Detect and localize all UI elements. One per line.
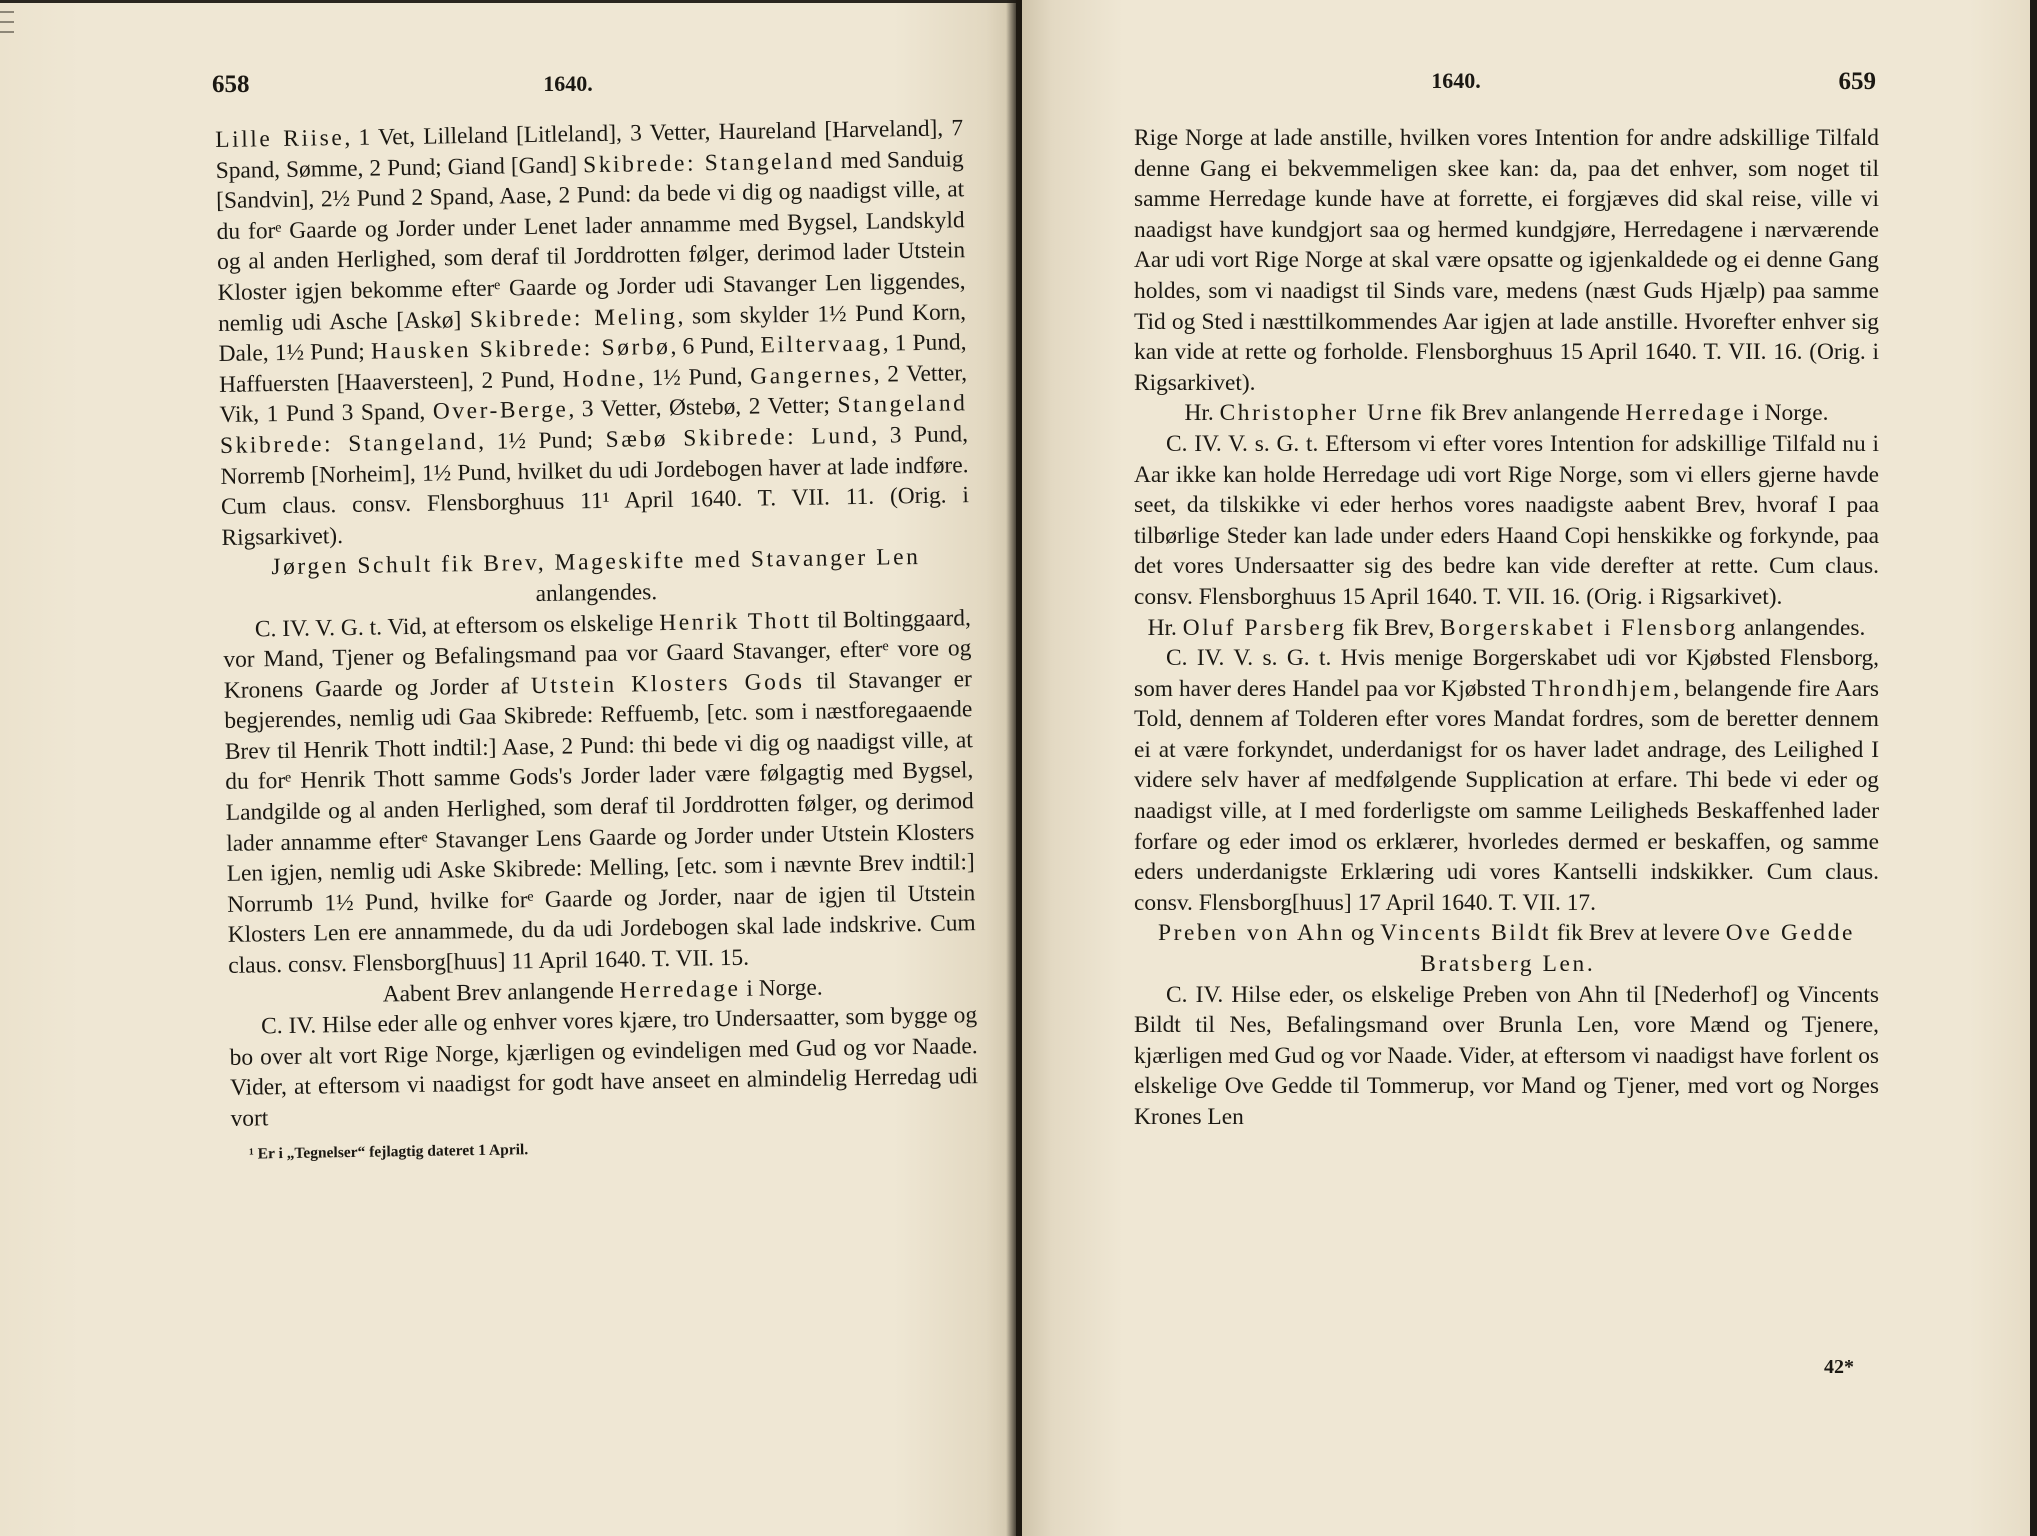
text-run: med Sanduig [Sandvin], 2½ Pund 2 Spand, Aase, 2 Pund: da bede vi dig og naadigst ville, at du forᵉ Gaarde og Jorder under Lenet lader annamme med Bygsel, Landskyld og al anden Herlighed, som deraf til Jorddrotten følger, derimod lader Utstein Kloster igjen bekomme efterᵉ Gaarde og Jorder udi Stavanger Len liggendes, nemlig udi Asche [Askø] — [215, 145, 966, 337]
spaced-name: Herredage — [619, 975, 741, 1004]
spaced-name: Herredage — [1625, 400, 1747, 427]
text-run: anlangendes. — [535, 579, 658, 607]
paragraph — [215, 113, 970, 553]
spaced-name: Throndhjem — [1531, 675, 1674, 702]
spaced-name: Sæbø Skibrede: Lund — [605, 422, 872, 453]
paragraph — [1134, 643, 1879, 918]
entry-heading — [1134, 918, 1879, 979]
text-run: til Boltinggaard, vor Mand, Tjener og Befalingsmand paa vor Gaard Stavanger, efterᵉ vore og Kronens Gaarde og Jorder af — [223, 604, 972, 704]
spaced-name: Gangernes — [750, 361, 874, 390]
text-run: i Norge. — [1746, 400, 1829, 427]
entry-heading — [1134, 613, 1879, 644]
paragraph — [1134, 429, 1879, 613]
signature-mark: 42* — [1824, 1356, 1854, 1378]
spaced-name: Christopher Urne — [1219, 400, 1425, 427]
page-edge-marks — [0, 3, 14, 43]
spaced-name: Oluf Parsberg — [1182, 614, 1347, 641]
text-run: , 2 Vetter, Vik, 1 Pund 3 Spand, — [219, 359, 968, 429]
entry-heading — [1134, 398, 1879, 429]
spaced-name: Jørgen Schult fik Brev, Mageskifte med Stavanger Len — [271, 544, 921, 581]
text-run: C. IV. V. s. G. t. Hvis menige Borgerskabet udi vor Kjøbsted Flensborg, som haver deres Handel paa vor Kjøbsted — [1134, 645, 1879, 702]
running-head-year: 1640. — [1431, 68, 1481, 93]
text-run: , belangende fire Aars Told, dennem af Tolderen efter vores Mandat fordres, som de beretter dennem ei at være forkyndet, underdanigst for os haver ladet andrage, des Leilighed I videre selv haver af medfølgende Supplication at erfare. Thi bede vi eder og naadigst ville, at I med forderligste om samme Leiligheds Beskaffenhed lader forfare og eder imod os erklærer, hvorledes dermed er beskaffen, og samme eders underdanigste Erklæring udi vores Kantselli indskikker. Cum claus. consv. Flensborg[huus] 17 April 1640. T. VII. 17. — [1134, 675, 1879, 916]
running-head — [1022, 68, 2030, 108]
page-body — [215, 113, 979, 1164]
spaced-name: Over-Berge — [432, 396, 569, 425]
text-run: , 6 Pund, — [670, 332, 761, 361]
running-head — [0, 71, 1016, 111]
spaced-name: Hodne — [562, 365, 639, 393]
spaced-name: Borgerskabet i Flensborg — [1440, 614, 1739, 641]
text-run: C. IV. Hilse eder, os elskelige Preben von Ahn til [Nederhof] og Vincents Bildt til Nes, Befalingsmand over Brunla Len, vore Mænd og Tjenere, kjærligen med Gud og vor Naade. Vider, at eftersom vi naadigst have forlent os elskelige Ove Gedde til Tommerup, vor Mand og Tjener, med vort og Norges Krones Len — [1134, 981, 1879, 1130]
spaced-name: Lille Riise — [215, 124, 345, 153]
spaced-name: Utstein Klosters Gods — [530, 668, 805, 699]
footnote: ¹ Er i „Tegnelser“ fejlagtig dateret 1 April. — [249, 1140, 529, 1163]
text-run: fik Brev at levere — [1551, 920, 1726, 947]
text-run: , 3 Pund, Norremb [Norheim], 1½ Pund, hvilket du udi Jordebogen haver at lade indføre. Cum claus. consv. Flensborghuus 11¹ April 1640. T. VII. 11. (Orig. i Rigsarkivet). — [220, 421, 970, 551]
text-run: C. IV. V. G. t. Vid, at eftersom os elskelige — [254, 609, 660, 642]
text-run: , 3 Vetter, Østebø, 2 Vetter; — [568, 392, 838, 423]
paragraph — [1134, 123, 1879, 398]
text-run: Rige Norge at lade anstille, hvilken vores Intention for andre adskillige Tilfald denne Gang ei bekvemmeligen skee kan: da, paa det enhver, som noget til samme Herredage kunde have at forrette, ei forgjæves did skal reise, ville vi naadigst have kundgjort saa og hermed kundgjøre, Herredagene i nærværende Aar udi vort Rige Norge at skal være opsatte og igjenkaldede og ei denne Gang holdes, som vi naadigst til Sinds vare, medens (næst Guds Hjælp) paa samme Tid og Sted i næsttilkommendes Aar igjen at lade anstille. Hvorefter enhver sig kan vide at rette og forholde. Flensborghuus 15 April 1640. T. VII. 16. (Orig. i Rigsarkivet). — [1134, 125, 1879, 396]
text-run: C. IV. Hilse eder alle og enhver vores kjære, tro Undersaatter, som bygge og bo over alt vort Rige Norge, kjærligen og evindeligen med Gud og vor Naade. Vider, at eftersom vi naadigst for godt have anseet en almindelig Herredag udi vort — [229, 1002, 979, 1132]
spaced-name: Hausken Skibrede: Sørbø — [370, 334, 671, 365]
text-run: , 1 Vet, Lilleland [Litleland], 3 Vetter, Haureland [Harveland], 7 Spand, Sømme, 2 Pund; Giand [Gand] — [215, 115, 964, 184]
text-run: , 1½ Pund; — [477, 426, 606, 455]
text-run: i Norge. — [740, 974, 823, 1002]
spaced-name: Skibrede: Meling — [469, 303, 678, 333]
spaced-name: Vincents Bildt — [1380, 920, 1552, 947]
paragraph — [229, 1000, 979, 1134]
running-head-year: 1640. — [543, 71, 593, 96]
text-run: fik Brev, — [1346, 614, 1441, 641]
text-run: anlangendes. — [1738, 614, 1866, 641]
text-run: Aabent Brev anlangende — [382, 977, 620, 1008]
page-number: 658 — [212, 71, 250, 98]
text-run: Hr. — [1147, 614, 1183, 641]
paragraph — [1134, 980, 1879, 1133]
text-run: , 1 Pund, Haffuersten [Haaversteen], 2 Pund, — [218, 329, 967, 398]
right-page — [1022, 0, 2030, 1536]
text-run: , som skylder 1½ Pund Korn, Dale, 1½ Pund; — [218, 298, 967, 368]
spaced-name: Stangeland Skibrede: Stangeland — [219, 390, 968, 459]
spaced-name: Eiltervaag — [760, 330, 883, 359]
text-run: . — [1586, 951, 1593, 978]
text-run: til Stavanger er begjerendes, nemlig udi Gaa Skibrede: Reffuemb, [etc. som i næstforegaaende Brev til Henrik Thott indtil:] Aase, 2 Pund: thi bede vi dig og naadigst ville, at du forᵉ Henrik Thott samme Gods's Jorder lader være følgagtig med Bygsel, Landgilde og al anden Herlighed, som deraf til Jorddrotten følger, og derimod lader annamme efterᵉ Stavanger Lens Gaarde og Jorder under Utstein Klosters Len igjen, nemlig udi Aske Skibrede: Melling, [etc. som i nævnte Brev indtil:] Norrumb 1½ Pund, hvilke forᵉ Gaarde og Jorder, naar de igjen til Utstein Klosters Len ere annammede, du da udi Jordebogen skal lade indskrive. Cum claus. consv. Flensborg[huus] 11 April 1640. T. VII. 15. — [224, 665, 976, 979]
text-run: og — [1345, 920, 1381, 947]
spaced-name: Ove Gedde Bratsberg Len — [1420, 920, 1855, 978]
left-page — [0, 0, 1016, 1536]
text-run: fik Brev anlangende — [1424, 400, 1626, 427]
spaced-name: Henrik Thott — [659, 607, 812, 636]
text-run: Hr. — [1184, 400, 1220, 427]
text-run: C. IV. V. s. G. t. Eftersom vi efter vores Intention for adskillige Tilfald nu i Aar ikke kan holde Herredage udi vort Rige Norge, som vi ellers gjerne havde seet, da tilskikke vi eder herhos vores naadigste aabent Brev, hvoraf I paa tilbørlige Steder kan lade under eders Haand Copi henskikke og forkynde, paa det vores Undersaatter sig des bedre kan vide derefter at rette. Cum claus. consv. Flensborghuus 15 April 1640. T. VII. 16. (Orig. i Rigsarkivet). — [1134, 430, 1879, 610]
page-body — [1134, 123, 1879, 1133]
spaced-name: Preben von Ahn — [1158, 920, 1346, 947]
text-run: , 1½ Pund, — [637, 363, 751, 392]
spaced-name: Skibrede: Stangeland — [582, 147, 835, 178]
paragraph — [223, 603, 977, 982]
page-number: 659 — [1838, 68, 1876, 95]
